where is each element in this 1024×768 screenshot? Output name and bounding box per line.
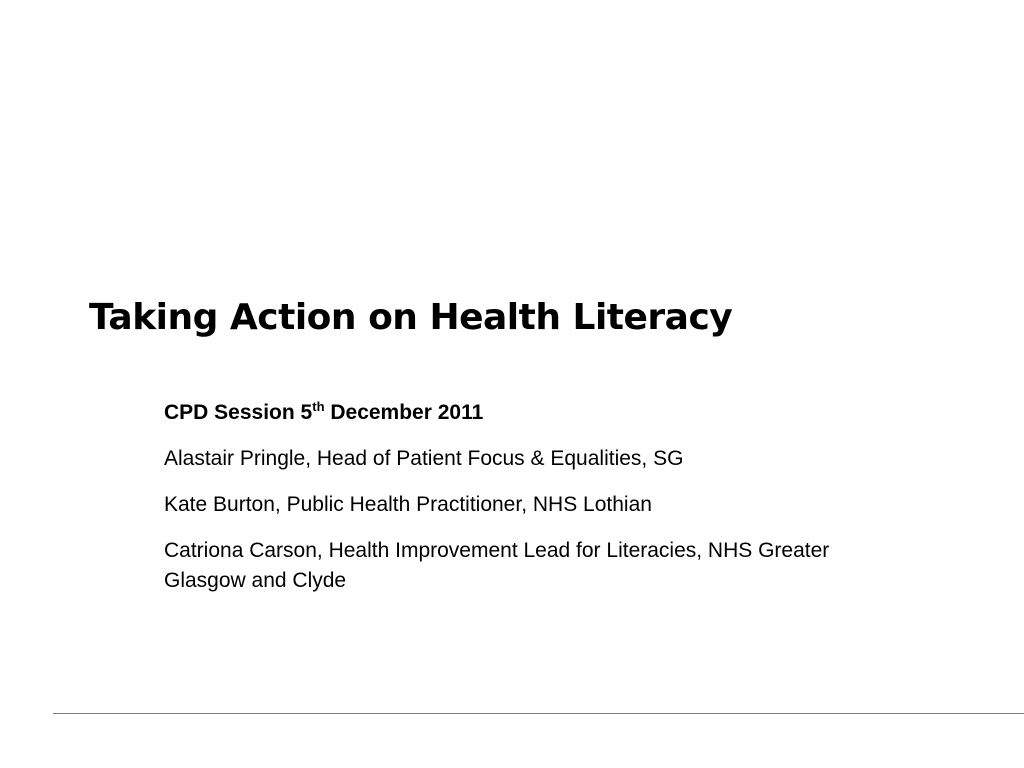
slide-title: Taking Action on Health Literacy (89, 297, 733, 338)
presenter-kate-burton: Kate Burton, Public Health Practitioner, NHS Lothian (164, 493, 652, 516)
presenter-catriona-carson: Catriona Carson, Health Improvement Lead for Literacies, NHS Greater Glasgow and Clyde (164, 539, 830, 592)
session-date (164, 398, 904, 428)
slide-details (164, 398, 904, 612)
footer-divider (53, 713, 1024, 714)
session-prefix: CPD Session 5 (164, 401, 313, 424)
session-ordinal-suffix: th (312, 399, 325, 414)
session-suffix: December 2011 (324, 401, 484, 424)
presenter-alastair-pringle: Alastair Pringle, Head of Patient Focus & Equalities, SG (164, 447, 684, 470)
